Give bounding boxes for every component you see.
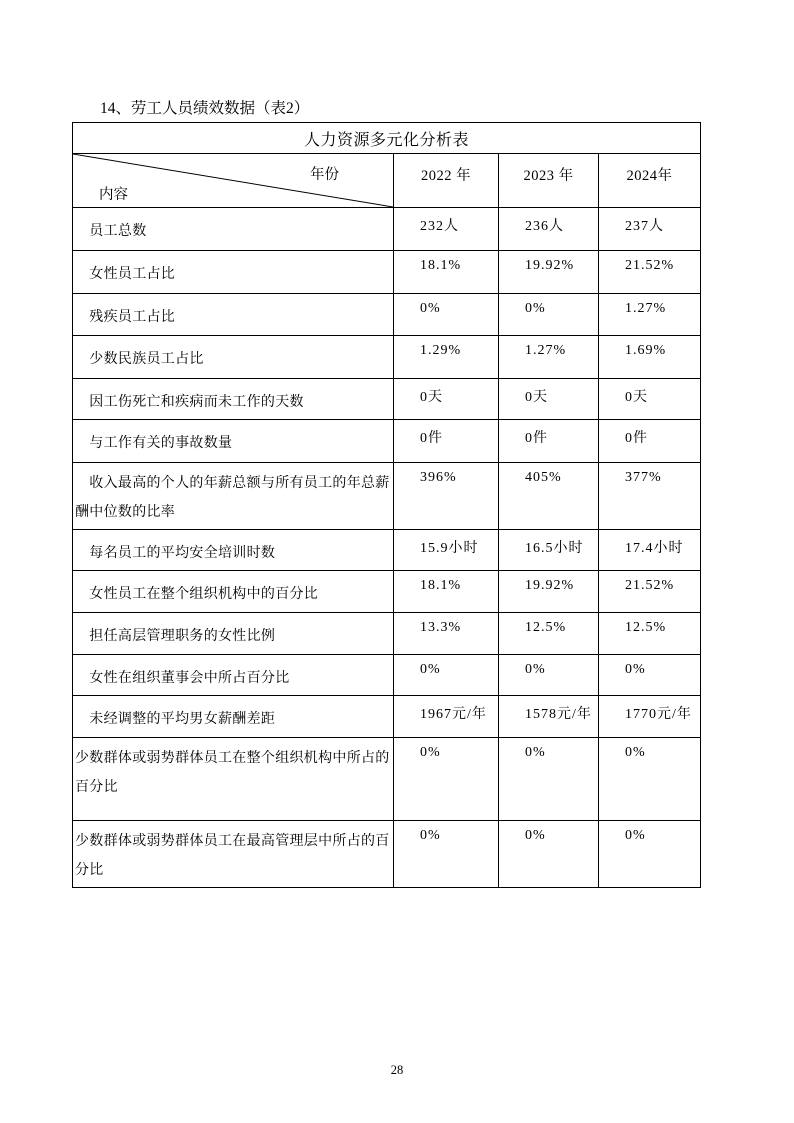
cell-value: 12.5% [499, 613, 599, 655]
cell-value: 405% [499, 463, 599, 530]
row-label: 每名员工的平均安全培训时数 [73, 530, 394, 571]
cell-value: 18.1% [394, 571, 499, 613]
cell-value: 0% [394, 655, 499, 696]
cell-value: 19.92% [499, 251, 599, 294]
cell-value: 0件 [499, 420, 599, 463]
row-label: 与工作有关的事故数量 [73, 420, 394, 463]
cell-value: 0天 [599, 379, 701, 420]
table-row [73, 208, 701, 251]
row-label: 担任高层管理职务的女性比例 [73, 613, 394, 655]
cell-value: 236人 [499, 208, 599, 251]
cell-value: 1.27% [499, 336, 599, 379]
year-column-header: 2022 年 [394, 154, 499, 208]
cell-value: 19.92% [499, 571, 599, 613]
table-row [73, 738, 701, 821]
cell-value: 0% [499, 294, 599, 336]
corner-cell [73, 154, 394, 208]
row-label: 残疾员工占比 [73, 294, 394, 336]
cell-value: 0% [599, 738, 701, 821]
cell-value: 0% [394, 294, 499, 336]
cell-value: 1770元/年 [599, 696, 701, 738]
cell-value: 237人 [599, 208, 701, 251]
row-label: 女性员工在整个组织机构中的百分比 [73, 571, 394, 613]
cell-value: 1.29% [394, 336, 499, 379]
cell-value: 396% [394, 463, 499, 530]
corner-content-label: 内容 [99, 187, 128, 203]
table-row [73, 420, 701, 463]
cell-value: 1578元/年 [499, 696, 599, 738]
table-title: 人力资源多元化分析表 [73, 123, 701, 154]
cell-value: 0% [599, 655, 701, 696]
cell-value: 0% [499, 655, 599, 696]
cell-value: 0% [599, 821, 701, 888]
row-label: 女性在组织董事会中所占百分比 [73, 655, 394, 696]
cell-value: 21.52% [599, 251, 701, 294]
year-column-header: 2024年 [599, 154, 701, 208]
page-number: 28 [390, 1063, 404, 1077]
cell-value: 13.3% [394, 613, 499, 655]
row-label: 员工总数 [73, 208, 394, 251]
table-row [73, 655, 701, 696]
cell-value: 16.5小时 [499, 530, 599, 571]
corner-year-label: 年份 [310, 167, 339, 183]
cell-value: 1967元/年 [394, 696, 499, 738]
cell-value: 377% [599, 463, 701, 530]
table-row [73, 530, 701, 571]
table-title-row [73, 123, 701, 154]
row-label: 因工伤死亡和疾病而未工作的天数 [73, 379, 394, 420]
row-label: 少数群体或弱势群体员工在最高管理层中所占的百分比 [73, 821, 394, 888]
table-row [73, 251, 701, 294]
cell-value: 0件 [394, 420, 499, 463]
cell-value: 17.4小时 [599, 530, 701, 571]
cell-value: 0% [394, 738, 499, 821]
cell-value: 232人 [394, 208, 499, 251]
cell-value: 1.27% [599, 294, 701, 336]
cell-value: 0天 [499, 379, 599, 420]
table-row [73, 463, 701, 530]
cell-value: 0件 [599, 420, 701, 463]
table-row [73, 571, 701, 613]
table-row [73, 696, 701, 738]
section-heading: 14、劳工人员绩效数据（表2） [100, 100, 310, 117]
row-label: 少数民族员工占比 [73, 336, 394, 379]
cell-value: 0% [394, 821, 499, 888]
cell-value: 15.9小时 [394, 530, 499, 571]
year-column-header: 2023 年 [499, 154, 599, 208]
row-label: 女性员工占比 [73, 251, 394, 294]
cell-value: 0天 [394, 379, 499, 420]
table-row [73, 613, 701, 655]
cell-value: 0% [499, 738, 599, 821]
table-row [73, 379, 701, 420]
cell-value: 21.52% [599, 571, 701, 613]
row-label: 未经调整的平均男女薪酬差距 [73, 696, 394, 738]
row-label: 少数群体或弱势群体员工在整个组织机构中所占的百分比 [73, 738, 394, 821]
table-row [73, 294, 701, 336]
row-label: 收入最高的个人的年薪总额与所有员工的年总薪酬中位数的比率 [73, 463, 394, 530]
cell-value: 0% [499, 821, 599, 888]
hr-diversity-table [72, 122, 701, 888]
table-row [73, 821, 701, 888]
cell-value: 18.1% [394, 251, 499, 294]
table-header-row [73, 154, 701, 208]
cell-value: 12.5% [599, 613, 701, 655]
table-row [73, 336, 701, 379]
cell-value: 1.69% [599, 336, 701, 379]
